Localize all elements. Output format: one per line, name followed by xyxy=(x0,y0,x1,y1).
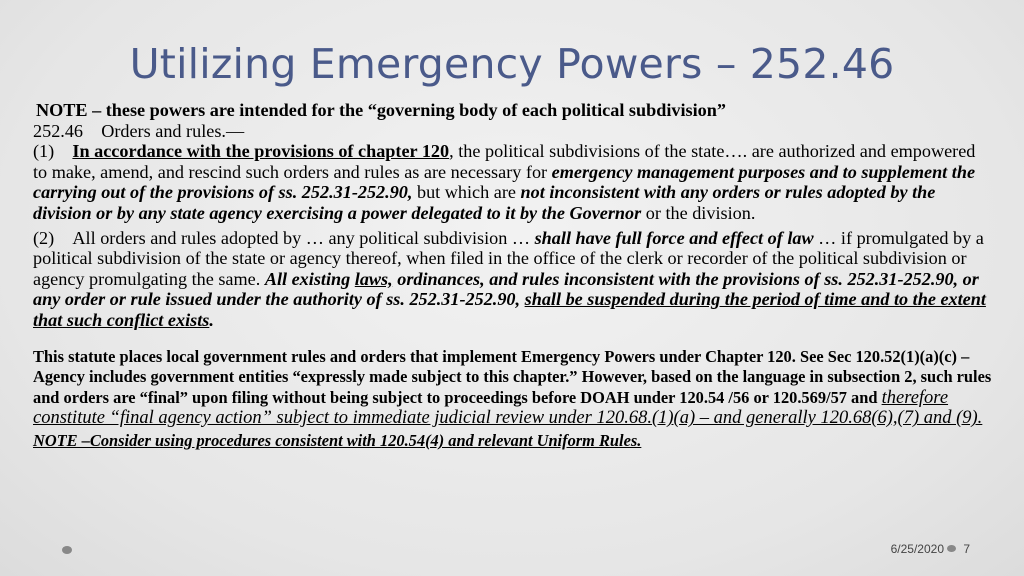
para2-emphasis-a: shall have full force and effect of law xyxy=(534,227,814,248)
summary-bold-text: This statute places local government rules and orders that implement Emergency Powers under Chapter 120. See Sec 120.52(1)(a)(c) – Agency includes government entities “expressly made subject to this chapter.” However, based on the language in subsection 2, such rules and orders are “final” upon filing without being subject to proceedings before DOAH under 120.54 /56 or 120.569/57 and xyxy=(33,346,992,407)
bullet-dot-right-icon xyxy=(947,545,956,552)
paragraph-1 xyxy=(33,141,993,223)
para1-emphasis-b: not inconsistent with any orders or rules adopted by the division or by any state agency exercising a power delegated to it by the Governor xyxy=(33,182,936,223)
slide-body xyxy=(33,100,993,453)
para1-lead: In accordance with the provisions of chapter 120 xyxy=(72,141,450,162)
para1-text-a: , the political subdivisions of the state…. are authorized and empowered to make, amend, and rescind such orders and rules as are necessary for xyxy=(33,141,976,182)
page-number: 7 xyxy=(963,542,970,556)
para1-text-b: but which are xyxy=(412,182,521,203)
paragraph-2 xyxy=(33,228,993,331)
para1-emphasis-a: emergency management purposes and to supplement the carrying out of the provisions of ss. 252.31-252.90, xyxy=(33,161,976,203)
slide-title: Utilizing Emergency Powers – 252.46 xyxy=(129,40,895,88)
para2-emphasis-b: All existing xyxy=(264,268,355,289)
bullet-dot-left-icon xyxy=(62,546,72,554)
para2-number: (2) xyxy=(33,227,73,248)
note-line: NOTE – these powers are intended for the “governing body of each political subdivision” xyxy=(36,100,726,120)
final-note: NOTE –Consider using procedures consistent with 120.54(4) and relevant Uniform Rules. xyxy=(33,430,642,450)
para2-text-b: … if promulgated by a political subdivision of the state or agency thereof, when filed in the office of the clerk or recorder of the political subdivision or agency promulgating the same. xyxy=(33,227,984,289)
para2-emphasis-laws: laws, xyxy=(354,268,393,289)
spacer xyxy=(33,331,993,347)
para2-end: . xyxy=(209,309,214,330)
para2-text-a: All orders and rules adopted by … any political subdivision … xyxy=(72,227,535,248)
section-heading: 252.46 Orders and rules.— xyxy=(33,120,245,141)
summary-italic-underlined: therefore constitute “final agency action” subject to immediate judicial review under 120.68.(1)(a) – and generally 120.68(6),(7) and (9). xyxy=(33,387,983,429)
para1-text-c: or the division. xyxy=(641,202,756,223)
para2-emphasis-c: ordinances, and rules inconsistent with the provisions of ss. 252.31-252.90, or any order or rule issued under the authority of ss. 252.31-252.90, xyxy=(33,268,979,310)
para2-emphasis-suspended: shall be suspended during the period of time and to the extent that such conflict exists xyxy=(33,289,986,330)
summary-paragraph xyxy=(33,347,993,429)
footer-date: 6/25/2020 xyxy=(890,542,944,556)
para1-number: (1) xyxy=(33,141,73,162)
